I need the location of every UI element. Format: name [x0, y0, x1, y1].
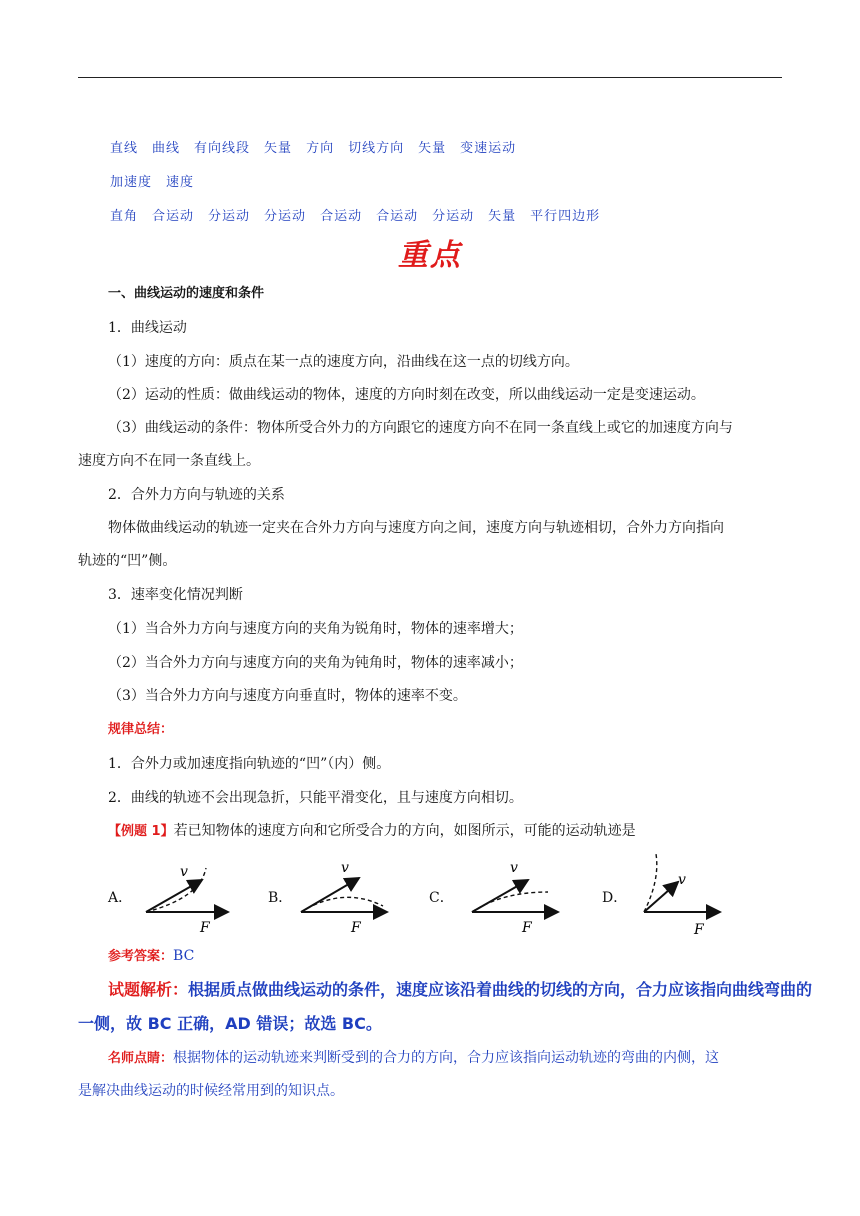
f-label: F — [694, 922, 704, 938]
figure-option-c — [466, 850, 576, 940]
section-title: 重点 — [398, 238, 462, 273]
header-rule — [78, 77, 782, 78]
figure-option-d — [638, 850, 738, 940]
keyword: 变速运动 — [460, 141, 517, 156]
paragraph: （2）当合外力方向与速度方向的夹角为钝角时，物体的速率减小； — [108, 655, 523, 671]
keyword: 合运动 — [376, 209, 419, 224]
keyword: 矢量 — [264, 141, 293, 156]
keyword: 曲线 — [152, 141, 181, 156]
example-label: 【例题 1】 — [108, 824, 174, 839]
f-label: F — [522, 920, 532, 936]
paragraph: （3）当合外力方向与速度方向垂直时，物体的速率不变。 — [108, 688, 467, 704]
answer-line — [108, 946, 194, 967]
keyword: 分运动 — [264, 209, 307, 224]
keyword: 分运动 — [432, 209, 475, 224]
trajectory-curve — [472, 892, 548, 912]
trajectory-curve — [301, 897, 383, 912]
v-label: v — [678, 872, 686, 888]
keyword: 直线 — [110, 141, 139, 156]
paragraph: 轨迹的“凹”侧。 — [78, 553, 177, 569]
teacher-note-line-2: 是解决曲线运动的时候经常用到的知识点。 — [78, 1083, 344, 1099]
analysis-line-1 — [108, 980, 812, 1000]
velocity-arrow — [146, 880, 202, 912]
keyword: 有向线段 — [194, 141, 251, 156]
sub-heading: 一、曲线运动的速度和条件 — [108, 286, 265, 301]
figure-option-b — [295, 850, 405, 940]
analysis-line-2: 一侧，故 BC 正确，AD 错误；故选 BC。 — [78, 1014, 382, 1033]
keyword-line-3 — [110, 205, 614, 224]
summary-label: 规律总结： — [108, 722, 174, 737]
paragraph: 2．合外力方向与轨迹的关系 — [108, 487, 285, 503]
keyword: 加速度 — [110, 175, 153, 190]
v-label: v — [510, 860, 518, 876]
example-text: 若已知物体的速度方向和它所受合力的方向，如图所示，可能的运动轨迹是 — [173, 823, 636, 839]
keyword: 矢量 — [488, 209, 517, 224]
v-label: v — [180, 864, 188, 880]
velocity-arrow — [644, 882, 678, 912]
v-label: v — [341, 860, 349, 876]
keyword-line-1 — [110, 137, 530, 156]
option-a-label: A． — [108, 890, 133, 906]
paragraph: （2）运动的性质：做曲线运动的物体，速度的方向时刻在改变，所以曲线运动一定是变速运动。 — [108, 387, 705, 403]
analysis-label: 试题解析： — [108, 980, 189, 999]
summary-item: 1．合外力或加速度指向轨迹的“凹”（内）侧。 — [108, 756, 391, 772]
keyword: 矢量 — [418, 141, 447, 156]
keyword: 切线方向 — [348, 141, 405, 156]
answer-value: BC — [173, 948, 195, 964]
teacher-note-label: 名师点睛： — [108, 1051, 174, 1066]
example-question — [108, 821, 636, 842]
f-label: F — [351, 920, 361, 936]
teacher-note-line-1 — [108, 1048, 719, 1069]
option-d-label: D． — [602, 890, 628, 906]
paragraph: （3）曲线运动的条件：物体所受合外力的方向跟它的速度方向不在同一条直线上或它的加速度方向与 — [108, 420, 733, 436]
keyword: 方向 — [306, 141, 335, 156]
paragraph: 1．曲线运动 — [108, 320, 187, 336]
keyword: 直角 — [110, 209, 139, 224]
paragraph: （1）速度的方向：质点在某一点的速度方向，沿曲线在这一点的切线方向。 — [108, 354, 579, 370]
keyword: 速度 — [166, 175, 195, 190]
paragraph: （1）当合外力方向与速度方向的夹角为锐角时，物体的速率增大； — [108, 621, 523, 637]
trajectory-curve — [146, 868, 206, 912]
option-b-label: B． — [268, 890, 293, 906]
paragraph: 3．速率变化情况判断 — [108, 587, 243, 603]
keyword: 分运动 — [208, 209, 251, 224]
keyword-line-2 — [110, 171, 208, 190]
answer-label: 参考答案： — [108, 949, 174, 964]
paragraph: 速度方向不在同一条直线上。 — [78, 453, 260, 469]
summary-item: 2．曲线的轨迹不会出现急折，只能平滑变化，且与速度方向相切。 — [108, 790, 523, 806]
keyword: 合运动 — [152, 209, 195, 224]
paragraph: 物体做曲线运动的轨迹一定夹在合外力方向与速度方向之间，速度方向与轨迹相切，合外力方向指向 — [108, 520, 724, 536]
keyword: 平行四边形 — [530, 209, 601, 224]
analysis-text: 根据质点做曲线运动的条件，速度应该沿着曲线的切线的方向，合力应该指向曲线弯曲的 — [188, 980, 813, 999]
figure-option-a — [140, 850, 240, 940]
keyword: 合运动 — [320, 209, 363, 224]
f-label: F — [200, 920, 210, 936]
option-c-label: C． — [429, 890, 454, 906]
teacher-note-text: 根据物体的运动轨迹来判断受到的合力的方向，合力应该指向运动轨迹的弯曲的内侧，这 — [173, 1050, 720, 1066]
